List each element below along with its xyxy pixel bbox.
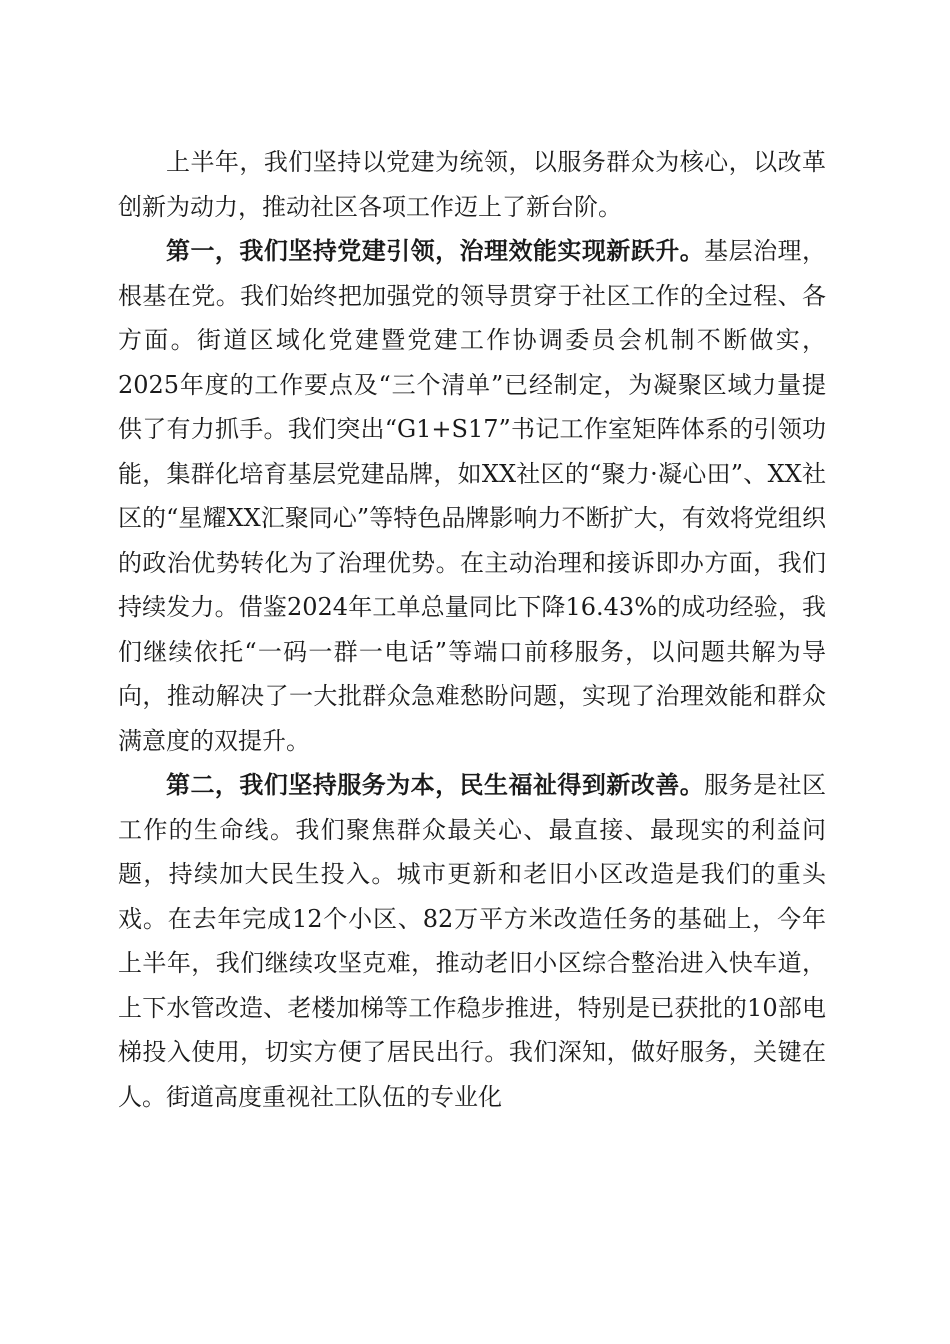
document-body [118, 140, 826, 1119]
paragraph-intro [118, 140, 826, 229]
paragraph-intro-body: 上半年，我们坚持以党建为统领，以服务群众为核心，以改革创新为动力，推动社区各项工作迈上了新台阶。 [118, 148, 826, 221]
paragraph-first-body: 基层治理，根基在党。我们始终把加强党的领导贯穿于社区工作的全过程、各方面。街道区域化党建暨党建工作协调委员会机制不断做实，2025年度的工作要点及“三个清单”已经制定，为凝聚区域力量提供了有力抓手。我们突出“G1+S17”书记工作室矩阵体系的引领功能，集群化培育基层党建品牌，如XX社区的“聚力·凝心田”、XX社区的“星耀XX汇聚同心”等特色品牌影响力不断扩大，有效将党组织的政治优势转化为了治理优势。在主动治理和接诉即办方面，我们持续发力。借鉴2024年工单总量同比下降16.43%的成功经验，我们继续依托“一码一群一电话”等端口前移服务，以问题共解为导向，推动解决了一大批群众急难愁盼问题，实现了治理效能和群众满意度的双提升。 [118, 237, 827, 755]
paragraph-second [118, 763, 826, 1119]
paragraph-first-lead: 第一，我们坚持党建引领，治理效能实现新跃升。 [166, 236, 705, 265]
paragraph-second-body: 服务是社区工作的生命线。我们聚焦群众最关心、最直接、最现实的利益问题，持续加大民生投入。城市更新和老旧小区改造是我们的重头戏。在去年完成12个小区、82万平方米改造任务的基础上，今年上半年，我们继续攻坚克难，推动老旧小区综合整治进入快车道，上下水管改造、老楼加梯等工作稳步推进，特别是已获批的10部电梯投入使用，切实方便了居民出行。我们深知，做好服务，关键在人。街道高度重视社工队伍的专业化 [118, 771, 827, 1111]
paragraph-second-lead: 第二，我们坚持服务为本，民生福祉得到新改善。 [166, 770, 705, 799]
paragraph-first [118, 229, 826, 763]
